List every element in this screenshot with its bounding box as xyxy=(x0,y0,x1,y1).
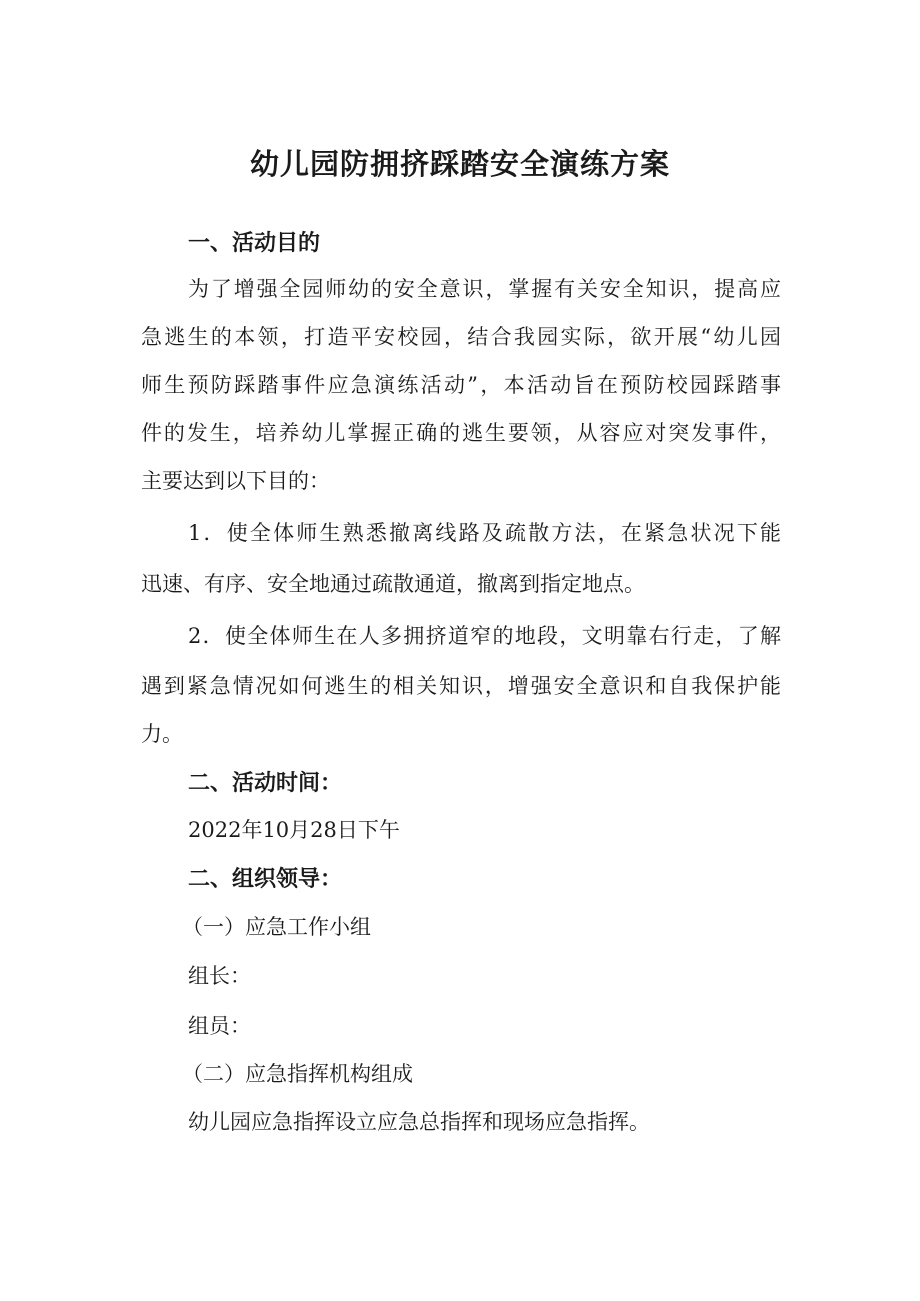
section-heading-time: 二、活动时间： xyxy=(188,771,343,796)
subsection-command-structure: （二）应急指挥机构组成 xyxy=(182,1062,413,1086)
paragraph-line: 为了增强全园师幼的安全意识，掌握有关安全知识，提高应 xyxy=(188,277,781,301)
document-title: 幼儿园防拥挤踩踏安全演练方案 xyxy=(249,147,670,181)
member-label: 组员： xyxy=(188,1014,251,1038)
subsection-emergency-group: （一）应急工作小组 xyxy=(182,915,371,939)
paragraph-line: 主要达到以下目的： xyxy=(141,469,330,493)
section-heading-organization: 二、组织领导： xyxy=(188,867,343,892)
paragraph-line: 师生预防踩踏事件应急演练活动”，本活动旨在预防校园踩踏事 xyxy=(141,373,781,397)
activity-time: 2022年10月28日下午 xyxy=(188,818,400,842)
list-item-1-line: 1．使全体师生熟悉撤离线路及疏散方法，在紧急状况下能 xyxy=(188,521,781,545)
leader-label: 组长： xyxy=(188,964,251,988)
list-item-2-line: 力。 xyxy=(141,722,183,746)
list-item-2-line: 2．使全体师生在人多拥挤道窄的地段，文明靠右行走，了解 xyxy=(188,624,781,648)
command-structure-text: 幼儿园应急指挥设立应急总指挥和现场应急指挥。 xyxy=(188,1110,650,1134)
list-item-2-line: 遇到紧急情况如何逃生的相关知识，增强安全意识和自我保护能 xyxy=(141,674,781,698)
section-heading-purpose: 一、活动目的 xyxy=(188,231,321,256)
paragraph-line: 急逃生的本领，打造平安校园，结合我园实际，欲开展“幼儿园 xyxy=(141,325,781,349)
paragraph-line: 件的发生，培养幼儿掌握正确的逃生要领，从容应对突发事件， xyxy=(141,421,781,445)
list-item-1-line: 迅速、有序、安全地通过疏散通道，撤离到指定地点。 xyxy=(141,572,645,596)
